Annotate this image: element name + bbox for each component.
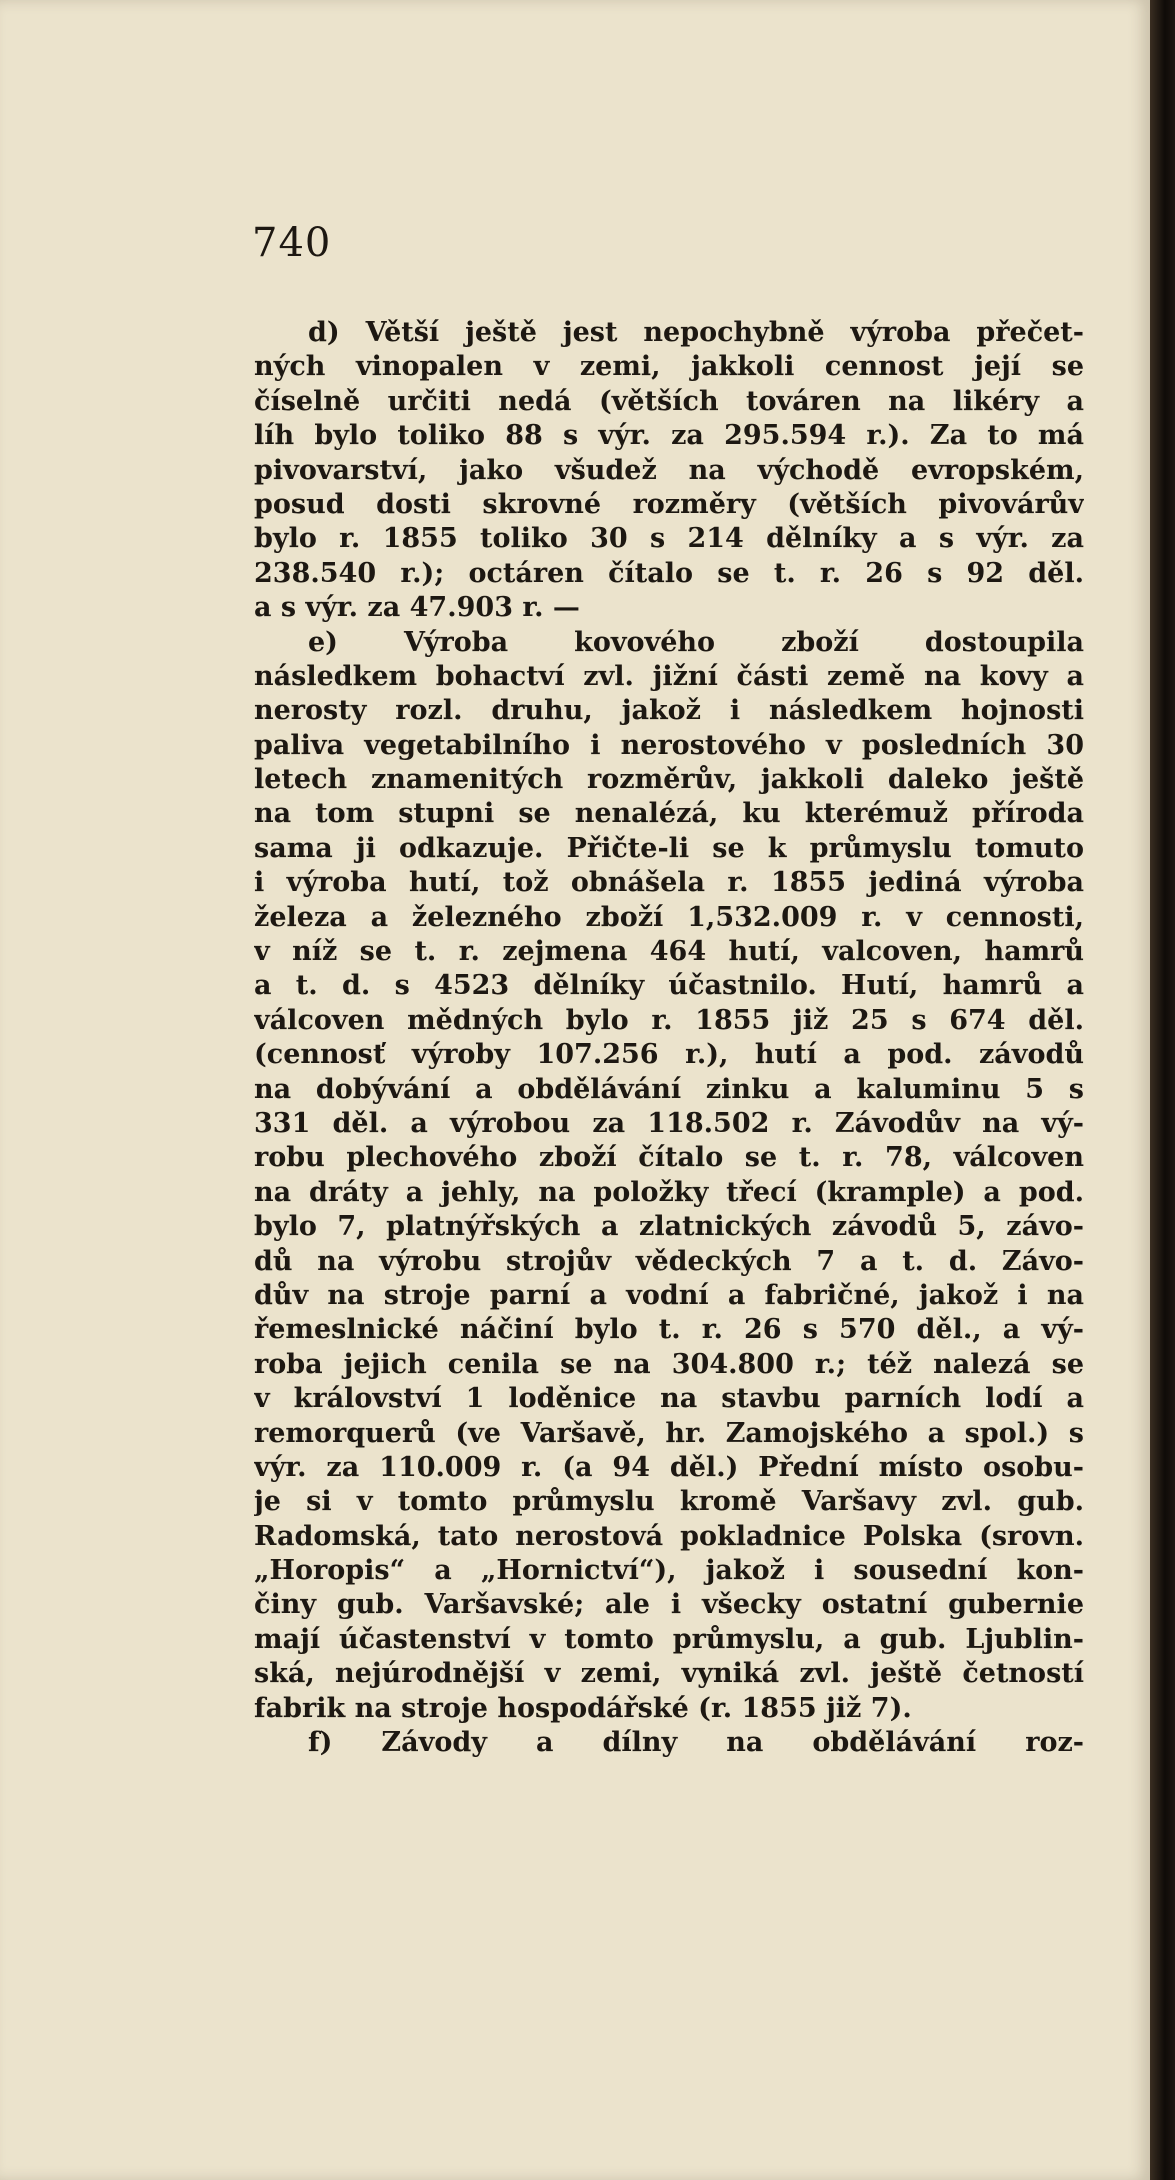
body-text	[254, 316, 1084, 1760]
text-line: robu plechového zboží čítalo se t. r. 78, válcoven	[254, 1142, 1084, 1174]
text-line: posud dosti skrovné rozměry (větších pivovárův	[254, 488, 1084, 520]
text-line: e) Výroba kovového zboží dostoupila	[308, 626, 1084, 658]
text-line: remorquerů (ve Varšavě, hr. Zamojského a spol.) s	[254, 1417, 1084, 1449]
book-spine-edge	[1150, 0, 1175, 2180]
text-line: na dráty a jehly, na položky třecí (krample) a pod.	[254, 1176, 1084, 1208]
text-line: v níž se t. r. zejmena 464 hutí, valcoven, hamrů	[254, 936, 1084, 968]
text-line: roba jejich cenila se na 304.800 r.; též nalezá se	[254, 1348, 1084, 1380]
text-line: i výroba hutí, tož obnášela r. 1855 jediná výroba	[254, 867, 1084, 899]
text-line: líh bylo toliko 88 s výr. za 295.594 r.). Za to má	[254, 420, 1084, 452]
text-line: Radomská, tato nerostová pokladnice Polska (srovn.	[254, 1520, 1084, 1552]
text-line: válcoven mědných bylo r. 1855 již 25 s 674 děl.	[254, 1004, 1084, 1036]
text-line: pivovarství, jako všudež na východě evropském,	[254, 454, 1084, 486]
text-line: fabrik na stroje hospodářské (r. 1855 již 7).	[254, 1692, 912, 1724]
text-line: v království 1 loděnice na stavbu parních lodí a	[254, 1383, 1084, 1415]
text-line: sama ji odkazuje. Přičte-li se k průmyslu tomuto	[254, 832, 1084, 864]
text-line: 331 děl. a výrobou za 118.502 r. Závodův na vý-	[254, 1107, 1084, 1139]
text-line: na dobývání a obdělávání zinku a kaluminu 5 s	[254, 1073, 1084, 1105]
text-line: ných vinopalen v zemi, jakkoli cennost její se	[254, 351, 1084, 383]
text-line: bylo r. 1855 toliko 30 s 214 dělníky a s výr. za	[254, 523, 1084, 555]
text-line: číselně určiti nedá (větších továren na likéry a	[254, 385, 1084, 417]
text-line: činy gub. Varšavské; ale i všecky ostatní gubernie	[254, 1589, 1084, 1621]
text-line: a s výr. za 47.903 r. —	[254, 592, 580, 624]
text-line: „Horopis“ a „Hornictví“), jakož i sousední kon-	[254, 1555, 1084, 1587]
text-line: a t. d. s 4523 dělníky účastnilo. Hutí, hamrů a	[254, 970, 1084, 1002]
text-line: bylo 7, platnýřských a zlatnických závodů 5, závo-	[254, 1211, 1084, 1243]
text-line: nerosty rozl. druhu, jakož i následkem hojnosti	[254, 695, 1084, 727]
text-line: ská, nejúrodnější v zemi, vyniká zvl. ještě četností	[254, 1658, 1084, 1690]
text-line: mají účastenství v tomto průmyslu, a gub. Ljublin-	[254, 1623, 1084, 1655]
text-line: výr. za 110.009 r. (a 94 děl.) Přední místo osobu-	[254, 1451, 1084, 1483]
page-number: 740	[252, 220, 332, 266]
text-line: dů na výrobu strojův vědeckých 7 a t. d. Závo-	[254, 1245, 1084, 1277]
text-line: je si v tomto průmyslu kromě Varšavy zvl. gub.	[254, 1486, 1084, 1518]
text-line: d) Větší ještě jest nepochybně výroba přečet-	[308, 317, 1084, 348]
text-line: dův na stroje parní a vodní a fabričné, jakož i na	[254, 1279, 1084, 1311]
text-line: na tom stupni se nenalézá, ku kterémuž příroda	[254, 798, 1084, 830]
text-line: (cennosť výroby 107.256 r.), hutí a pod. závodů	[254, 1039, 1084, 1071]
text-line: 238.540 r.); octáren čítalo se t. r. 26 s 92 děl.	[254, 557, 1084, 589]
text-line: f) Závody a dílny na obdělávání roz-	[308, 1727, 1084, 1759]
text-line: řemeslnické náčiní bylo t. r. 26 s 570 děl., a vý-	[254, 1314, 1084, 1346]
text-line: následkem bohactví zvl. jižní části země na kovy a	[254, 660, 1084, 692]
text-line: letech znamenitých rozměrův, jakkoli daleko ještě	[254, 764, 1084, 796]
text-line: železa a železného zboží 1,532.009 r. v cennosti,	[254, 901, 1084, 933]
text-line: paliva vegetabilního i nerostového v posledních 30	[254, 729, 1084, 761]
